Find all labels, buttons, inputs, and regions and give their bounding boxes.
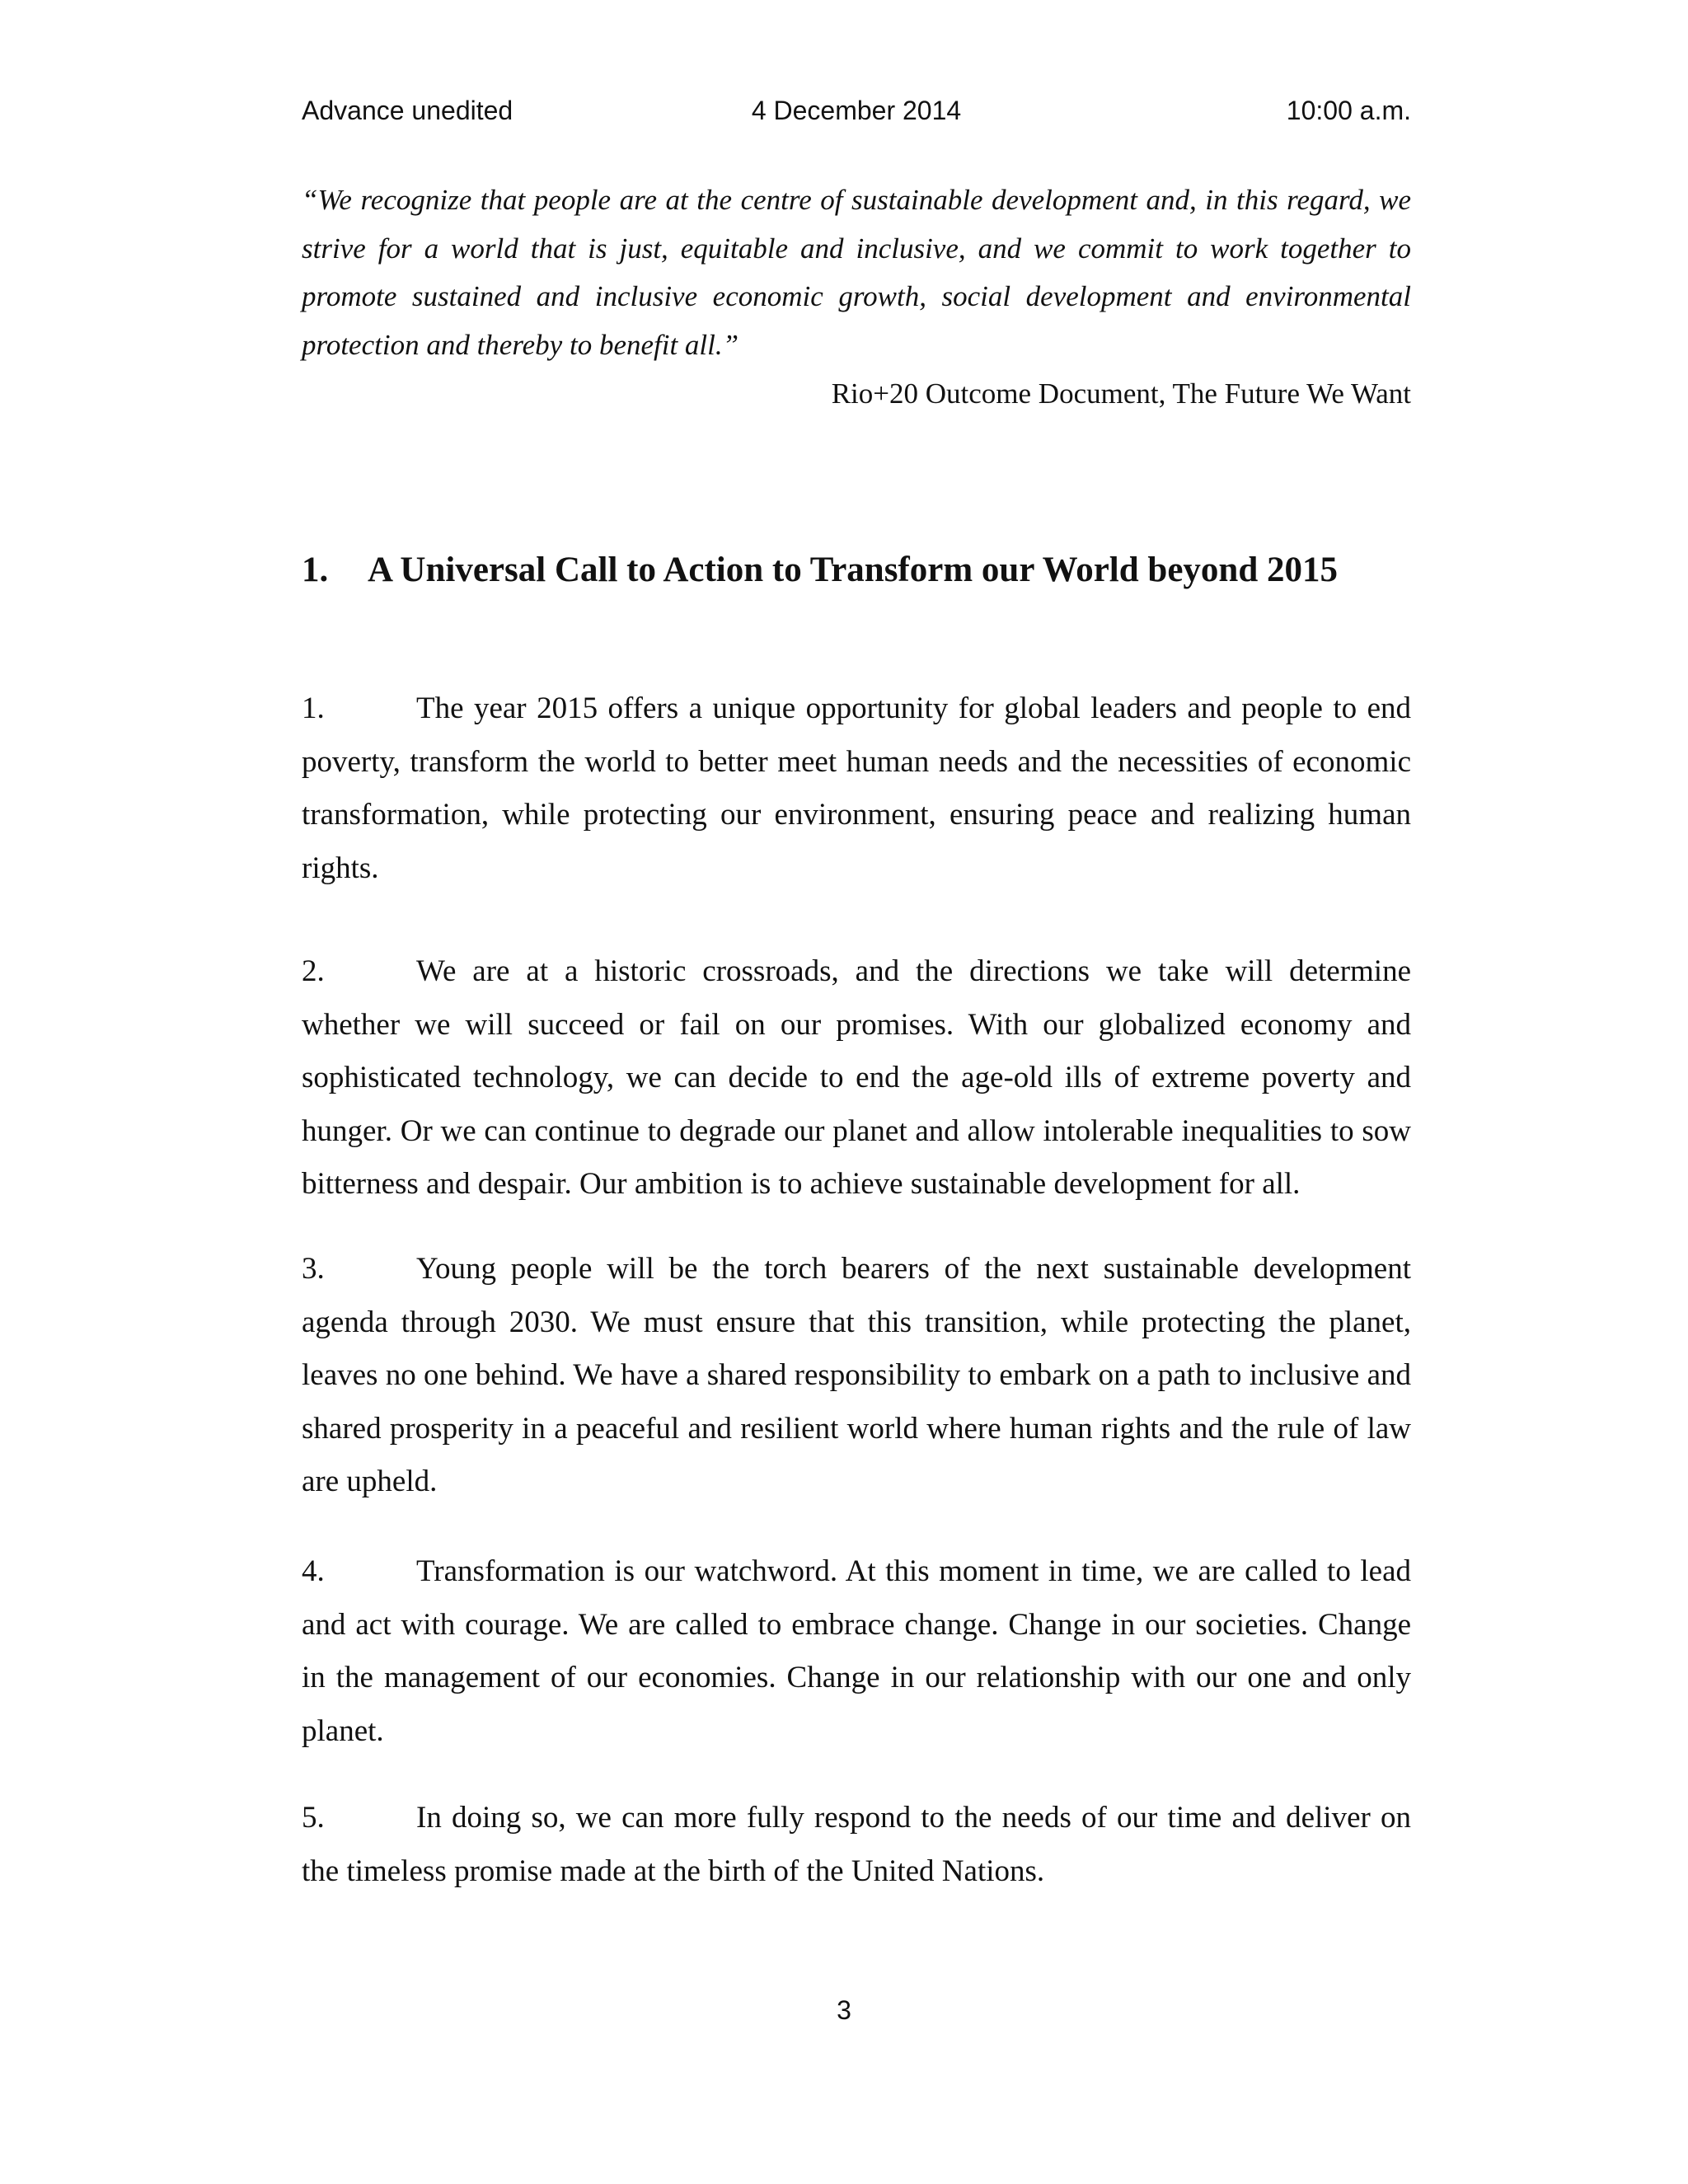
paragraph-text: The year 2015 offers a unique opportunity for global leaders and people to end poverty, transform the world to better meet human needs and the necessities of economic transformation, while protecting our environment, ensuring peace and realizing human rights. (302, 691, 1411, 885)
header-time: 10:00 a.m. (1286, 96, 1411, 125)
paragraph-text: In doing so, we can more fully respond to the needs of our time and deliver on the timeless promise made at the birth of the United Nations. (302, 1801, 1411, 1888)
paragraph-number: 4. (302, 1554, 325, 1588)
paragraph-4 (302, 1545, 1411, 1758)
paragraph-text: Transformation is our watchword. At this moment in time, we are called to lead and act with courage. We are called to embrace change. Change in our societies. Change in the management of our economies. Change in our relationship with our one and only planet. (302, 1554, 1411, 1748)
section-number: 1. (302, 551, 329, 589)
paragraph-1 (302, 682, 1411, 895)
epigraph-attribution: Rio+20 Outcome Document, The Future We Want (831, 377, 1411, 410)
header-status: Advance unedited (302, 96, 513, 125)
paragraph-number: 2. (302, 954, 325, 988)
paragraph-number: 1. (302, 691, 325, 725)
epigraph-quote: “We recognize that people are at the centre of sustainable development and, in this regard, we strive for a world that is just, equitable and inclusive, and we commit to work together to promote sustained and inclusive economic growth, social development and environmental protection and thereby to benefit all.” (302, 184, 1411, 361)
page-number: 3 (837, 1995, 851, 2025)
section-title: A Universal Call to Action to Transform our World beyond 2015 (368, 551, 1338, 589)
paragraph-2 (302, 945, 1411, 1212)
paragraph-text: We are at a historic crossroads, and the directions we take will determine whether we will succeed or fail on our promises. With our globalized economy and sophisticated technology, we can decide to end the age-old ills of extreme poverty and hunger. Or we can continue to degrade our planet and allow intolerable inequalities to sow bitterness and despair. Our ambition is to achieve sustainable development for all. (302, 954, 1411, 1201)
page-header (302, 92, 1411, 129)
section-heading (302, 546, 1411, 595)
paragraph-number: 5. (302, 1801, 325, 1835)
paragraph-number: 3. (302, 1252, 325, 1286)
paragraph-text: Young people will be the torch bearers of the next sustainable development agenda through 2030. We must ensure that this transition, while protecting the planet, leaves no one behind. We have a shared responsibility to embark on a path to inclusive and shared prosperity in a peaceful and resilient world where human rights and the rule of law are upheld. (302, 1252, 1411, 1498)
header-date: 4 December 2014 (751, 96, 962, 125)
paragraph-3 (302, 1243, 1411, 1509)
paragraph-5 (302, 1792, 1411, 1898)
